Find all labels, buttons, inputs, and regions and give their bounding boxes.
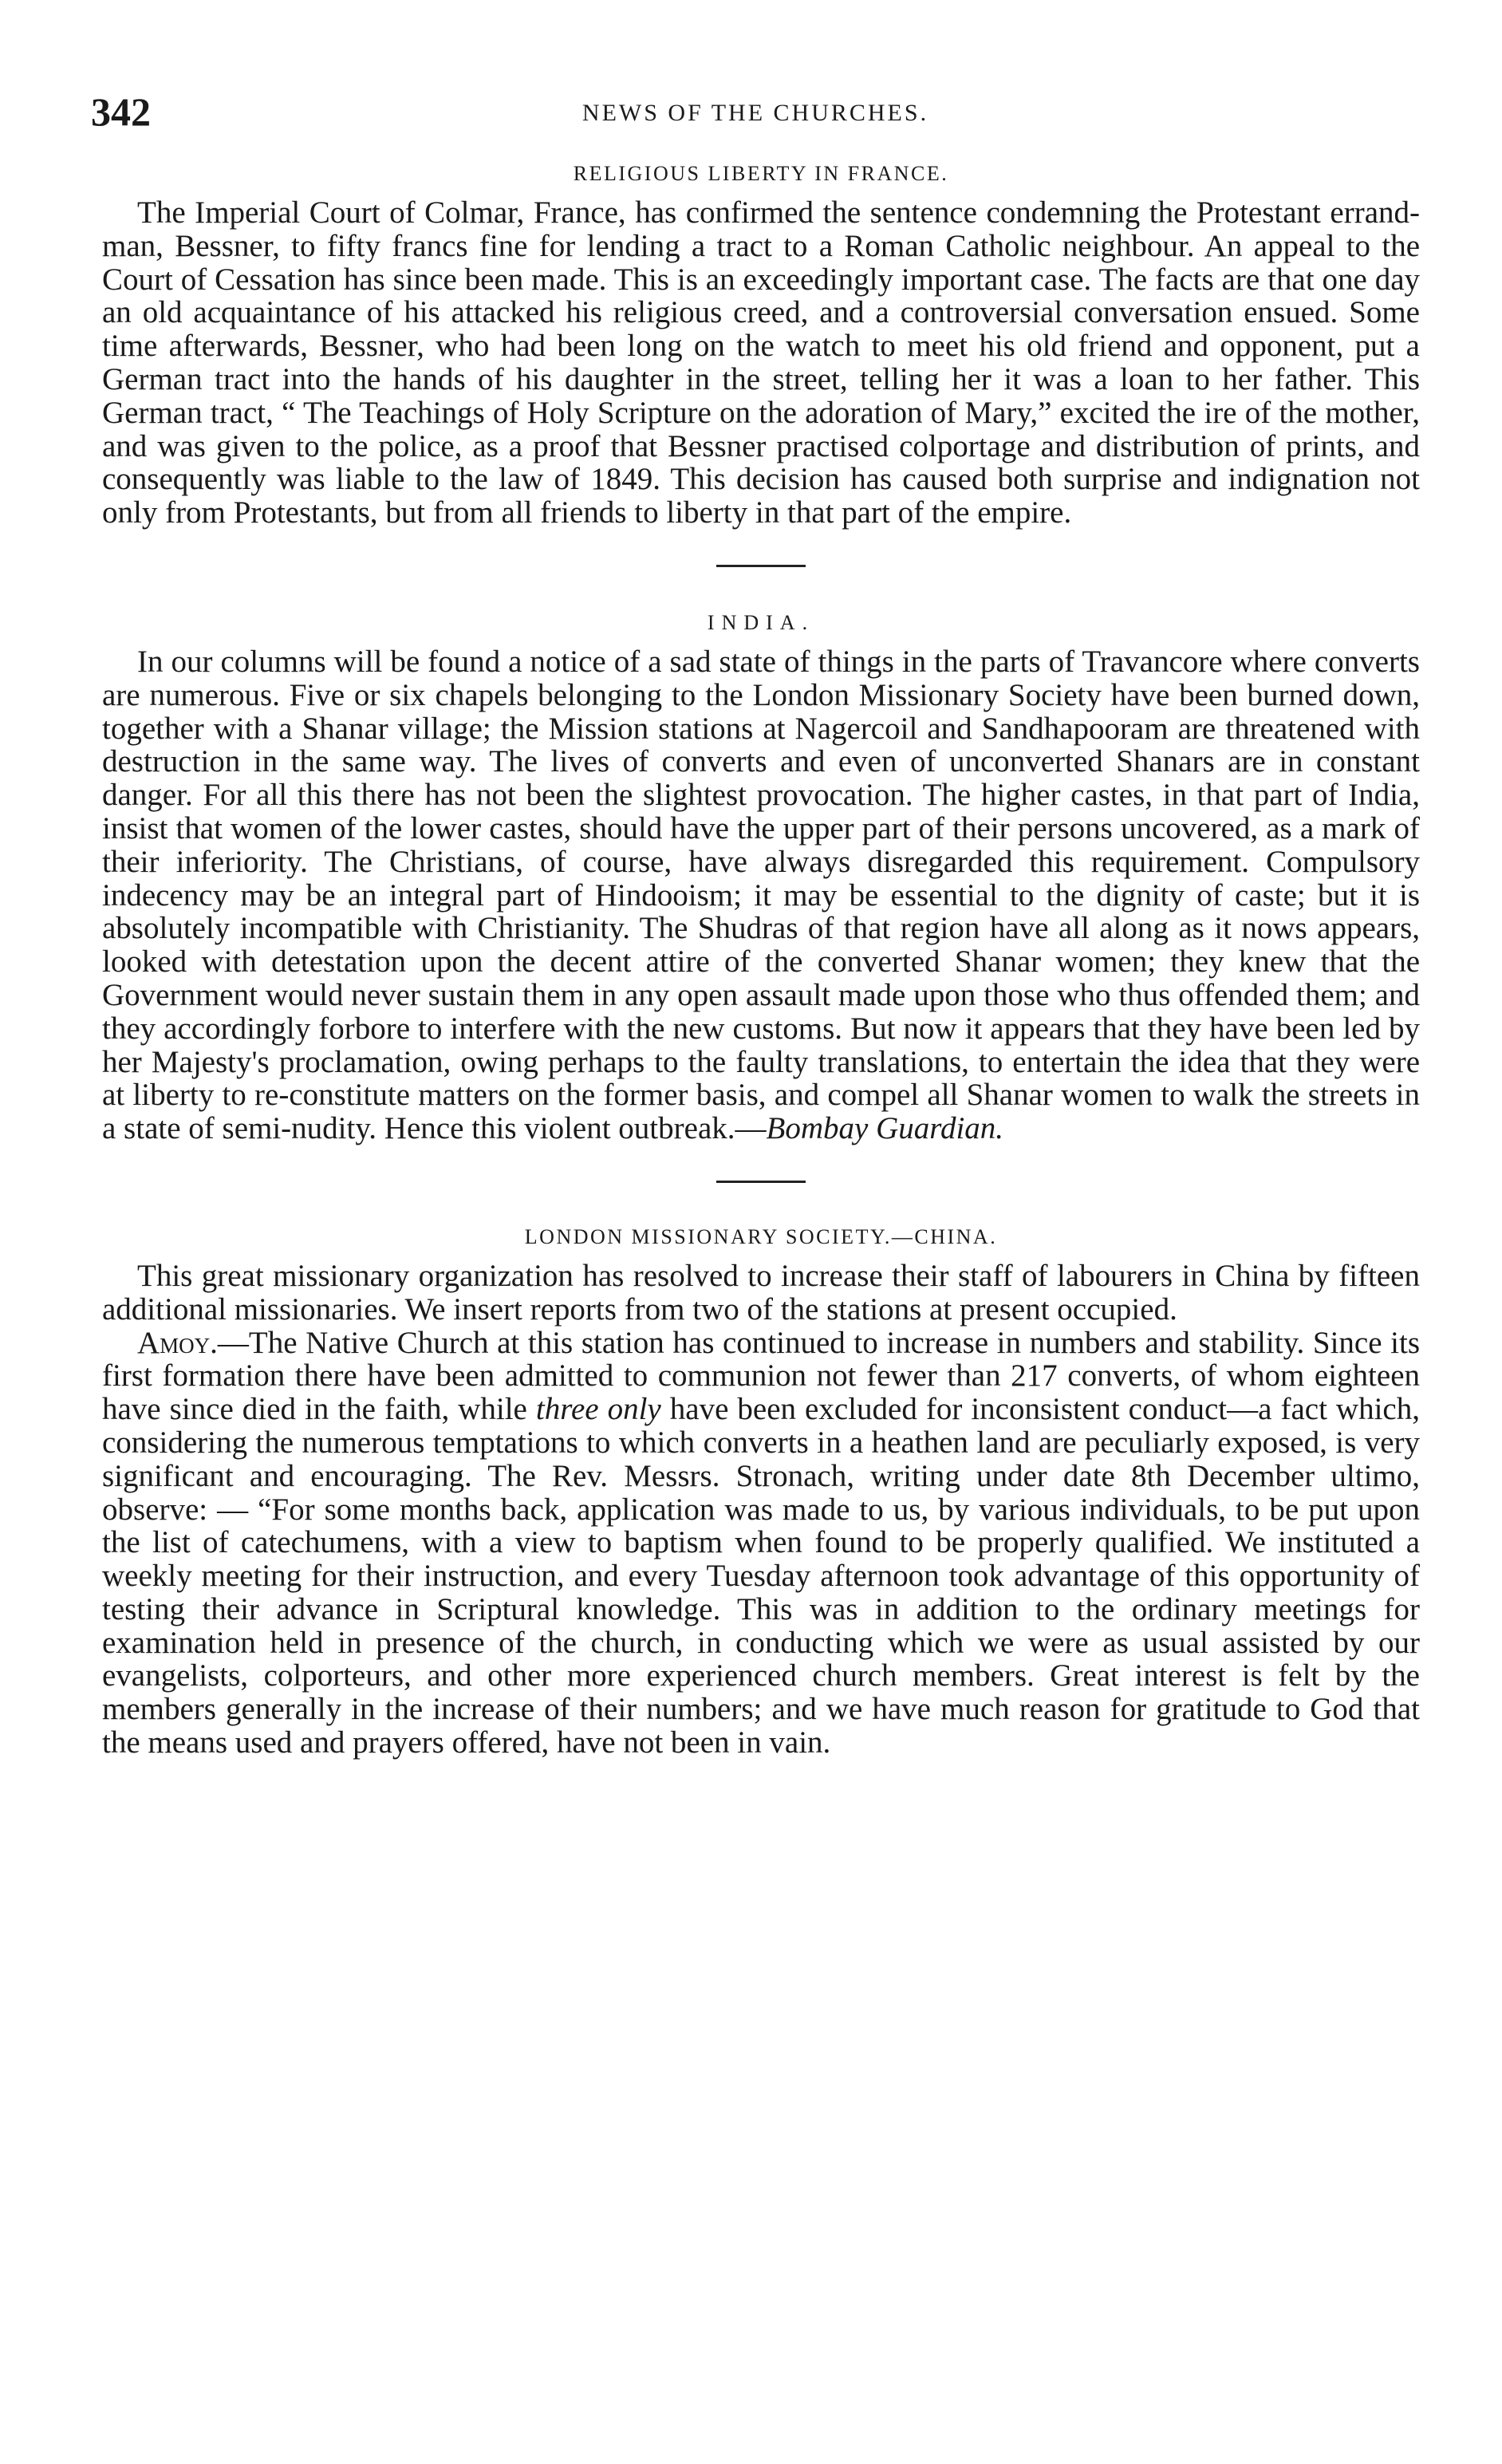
emphasis: three only (535, 1392, 661, 1427)
paragraph-text: In our columns will be found a notice of a sad state of things in the parts of Travancore where converts are numerous. Five or six chapels belonging to the London Missionary Society have been burned down, together with a Shanar village; the Mission stations at Nagercoil and Sandhapooram are threatened with destruction in the same way. The lives of converts and even of unconverted Shanars are in constant danger. For all this there has not been the slightest provocation. The higher castes, in that part of India, insist that women of the lower castes, should have the upper part of their persons uncovered, as a mark of their inferiority. The Christians, of course, have always disregarded this requirement. Compulsory indecency may be an integral part of Hindooism; it may be essential to the dignity of caste; but it is absolutely incompatible with Christianity. The Shudras of that region have all along as it nows appears, looked with detestation upon the decent attire of the converted Shanar women; they knew that the Government would never sustain them in any open assault made upon those who thus offended them; and they accordingly forbore to interfere with the new customs. But now it appears that they have been led by her Majesty's proclamation, owing perhaps to the faulty translations, to entertain the idea that they were at liberty to re-constitute matters on the former basis, and compel all Shanar women to walk the streets in a state of semi-nudity. Hence this violent outbreak.— (102, 644, 1420, 1146)
page-number: 342 (91, 89, 151, 134)
section-title: RELIGIOUS LIBERTY IN FRANCE. (573, 162, 949, 185)
article-body (102, 160, 1420, 1760)
paragraph-amoy (102, 1327, 1420, 1760)
section-china (102, 1223, 1420, 1760)
section-india (102, 609, 1420, 1145)
running-head: NEWS OF THE CHURCHES. (581, 100, 929, 126)
paragraph: The Imperial Court of Colmar, France, has confirmed the sentence condemning the Protestant errand-man, Bessner, to fifty francs fine for lending a tract to a Roman Catholic neighbour. An appeal to the Court of Cessation has since been made. This is an exceedingly important case. The facts are that one day an old acquaintance of his attacked his religious creed, and a controversial conversation ensued. Some time afterwards, Bessner, who had been long on the watch to meet his old friend and opponent, put a German tract into the hands of his daughter in the street, telling her it was a loan to her father. This German tract, “ The Teachings of Holy Scripture on the adoration of Mary,” excited the ire of the mother, and was given to the police, as a proof that Bessner practised colportage and distribution of prints, and consequently was liable to the law of 1849. This decision has caused both surprise and indignation not only from Protestants, but from all friends to liberty in that part of the empire. (102, 195, 1420, 530)
section-divider (716, 565, 806, 567)
section-title: LONDON MISSIONARY SOCIETY.—CHINA. (524, 1224, 998, 1248)
section-france (102, 160, 1420, 530)
paragraph-text: have been excluded for inconsistent conduct—a fact which, considering the numerous temptations to which converts in a heathen land are peculiarly exposed, is very significant and encouraging. The Rev. Messrs. Stronach, writing under date 8th December ultimo, observe: — “For some months back, application was made to us, by various individuals, to be put upon the list of catechumens, with a view to baptism when found to be properly qualified. We instituted a weekly meeting for their instruction, and every Tuesday afternoon took advantage of this opportunity of testing their advance in Scriptural knowledge. This was in addition to the ordinary meetings for examination held in presence of the church, in conducting which we were as usual assisted by our evangelists, colporteurs, and other more experienced church members. Great interest is felt by the members generally in the increase of their numbers; and we have much reason for gratitude to God that the means used and prayers offered, have not been in vain. (102, 1392, 1420, 1760)
source-citation: Bombay Guardian. (766, 1111, 1004, 1146)
section-divider (716, 1181, 806, 1183)
paragraph-text: —The Native Church at this station has continued to increase in numbers and stability. Since its first formation there have been admitted to communion not fewer than 217 converts, of whom eighteen have since died in the faith, while (102, 1325, 1420, 1427)
section-title: INDIA. (707, 610, 815, 634)
station-label: Amoy. (137, 1325, 218, 1360)
paragraph: This great missionary organization has resolved to increase their staff of labourers in China by fifteen additional missionaries. We insert reports from two of the stations at present occupied. (102, 1258, 1420, 1327)
paragraph (102, 645, 1420, 1145)
page-header (91, 88, 1420, 136)
